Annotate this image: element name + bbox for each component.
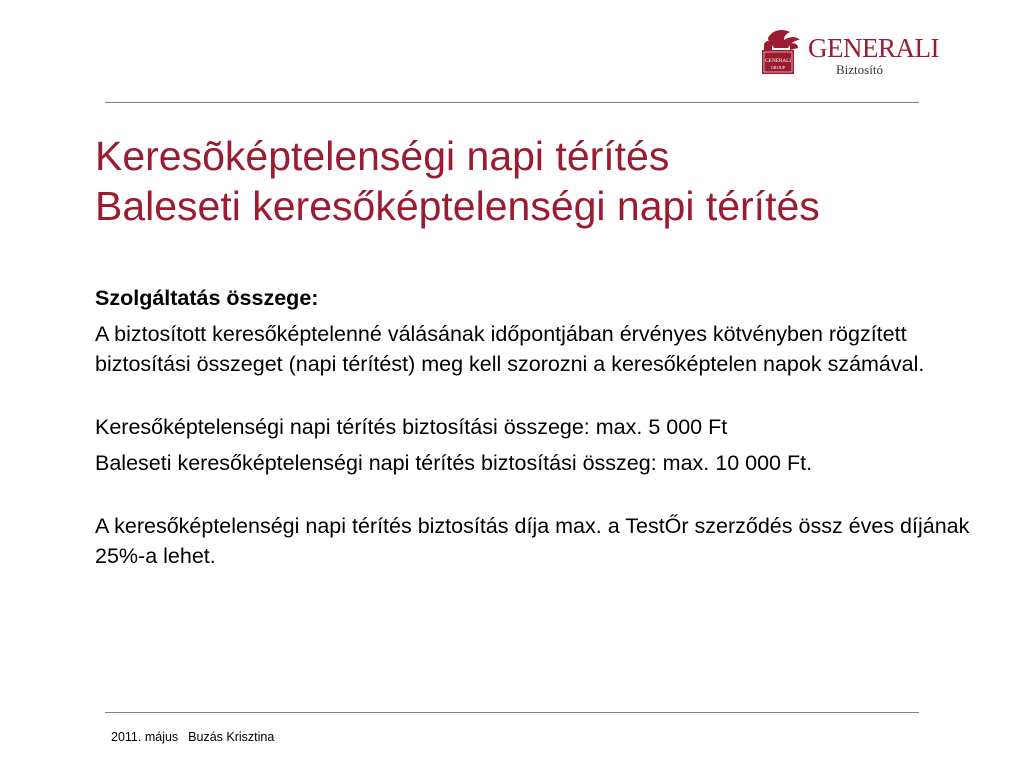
title-line-2: Baleseti keresőképtelenségi napi térítés	[95, 183, 820, 229]
calculation-paragraph: A biztosított keresőképtelenné válásának időpontjában érvényes kötvényben rögzített biztosítási összeget (napi térítést) meg kell szorozni a keresőképtelen napok számával.	[95, 322, 925, 376]
logo-brand-text: GENERALI	[808, 33, 939, 63]
footer-date: 2011. május	[111, 730, 179, 744]
lion-emblem-icon	[760, 26, 802, 76]
slide-title	[95, 131, 975, 231]
badge-top-text: GENERALI	[765, 58, 791, 64]
generali-logo	[760, 26, 939, 80]
title-line-1: Keresõképtelenségi napi térítés	[95, 133, 670, 179]
fee-limit-paragraph: A keresőképtelenségi napi térítés biztosítás díja max. a TestŐr szerződés össz éves díjának 25%-a lehet.	[95, 514, 970, 568]
footer	[111, 729, 274, 745]
badge-bottom-text: GROUP	[770, 65, 786, 70]
slide-body	[95, 283, 1005, 571]
service-amount-heading: Szolgáltatás összege:	[95, 286, 319, 310]
bottom-divider	[105, 712, 919, 713]
top-divider	[105, 102, 919, 103]
max-amount-line-1: Keresőképtelenségi napi térítés biztosítási összege: max. 5 000 Ft	[95, 415, 728, 439]
footer-author: Buzás Krisztina	[188, 730, 275, 744]
logo-subtitle: Biztosító	[836, 62, 883, 77]
max-amount-line-2: Baleseti keresőképtelenségi napi térítés biztosítási összeg: max. 10 000 Ft.	[95, 451, 813, 475]
